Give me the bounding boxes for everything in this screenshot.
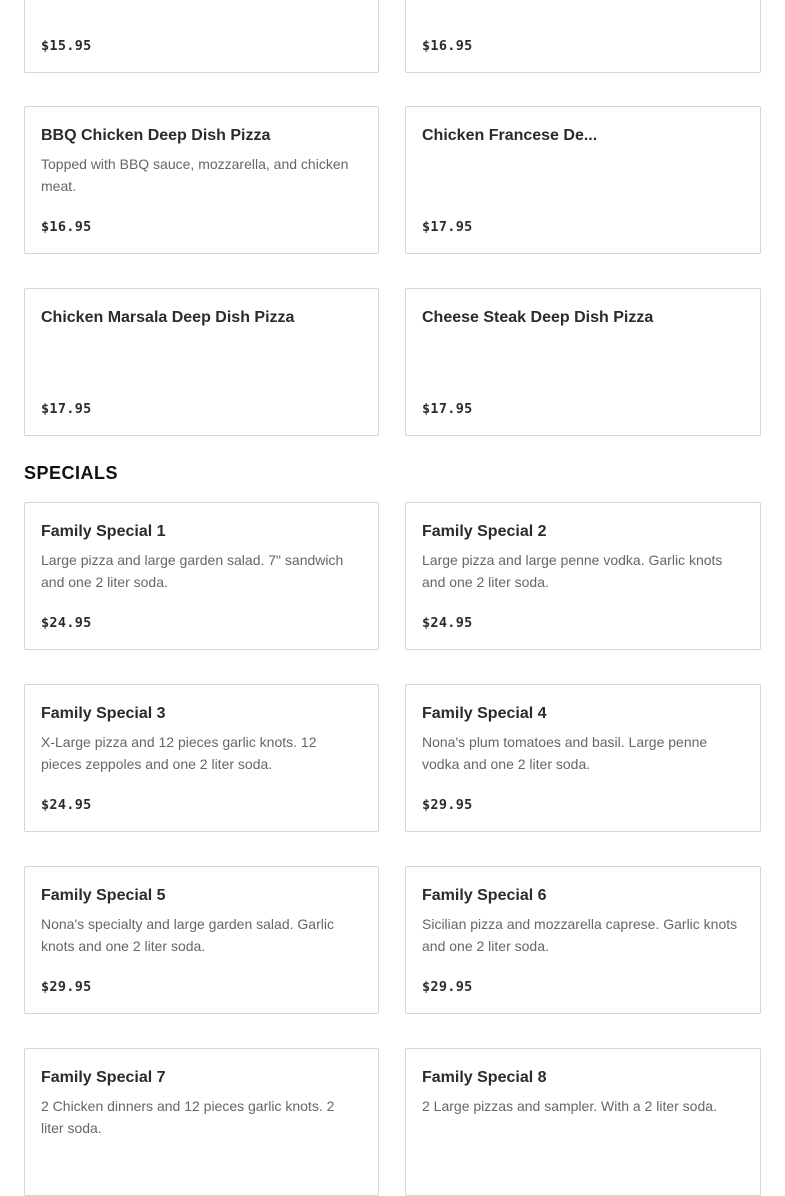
item-title: Chicken Francese De... — [422, 127, 598, 144]
menu-item-card[interactable] — [24, 684, 379, 832]
menu-item-card[interactable] — [405, 1048, 761, 1196]
item-description: Nona's specialty and large garden salad. Garlic knots and one 2 liter soda. — [41, 916, 334, 954]
item-price: $17.95 — [422, 219, 473, 235]
item-title: Family Special 2 — [422, 523, 547, 540]
item-price: $24.95 — [41, 615, 92, 631]
item-title: Cheese Steak Deep Dish Pizza — [422, 309, 654, 326]
item-description: 2 Chicken dinners and 12 pieces garlic knots. 2 liter soda. — [41, 1098, 335, 1136]
item-title: Family Special 5 — [41, 887, 166, 904]
item-description: Large pizza and large garden salad. 7" sandwich and one 2 liter soda. — [41, 552, 344, 590]
item-description: X-Large pizza and 12 pieces garlic knots. 12 pieces zeppoles and one 2 liter soda. — [41, 734, 317, 772]
item-description: 2 Large pizzas and sampler. With a 2 liter soda. — [422, 1098, 717, 1114]
item-title: Family Special 7 — [41, 1069, 166, 1086]
section-title-specials: SPECIALS — [24, 463, 119, 483]
menu-item-card[interactable] — [405, 0, 761, 73]
item-title: BBQ Chicken Deep Dish Pizza — [41, 127, 271, 144]
item-price: $17.95 — [422, 401, 473, 417]
item-price: $29.95 — [422, 797, 473, 813]
menu-item-card[interactable] — [405, 106, 761, 254]
item-price: $16.95 — [41, 219, 92, 235]
item-description: Nona's plum tomatoes and basil. Large penne vodka and one 2 liter soda. — [422, 734, 708, 772]
menu-item-card[interactable] — [24, 0, 379, 73]
item-title: Family Special 3 — [41, 705, 166, 722]
item-description: Topped with BBQ sauce, mozzarella, and chicken meat. — [41, 156, 349, 194]
item-price: $24.95 — [41, 797, 92, 813]
menu-item-card[interactable] — [405, 502, 761, 650]
item-title: Family Special 8 — [422, 1069, 547, 1086]
item-title: Family Special 4 — [422, 705, 547, 722]
menu-item-card[interactable] — [24, 106, 379, 254]
menu-item-card[interactable] — [405, 866, 761, 1014]
item-price: $15.95 — [41, 38, 92, 54]
item-title: Family Special 1 — [41, 523, 166, 540]
item-price: $24.95 — [422, 615, 473, 631]
menu-item-card[interactable] — [24, 1048, 379, 1196]
item-price: $17.95 — [41, 401, 92, 417]
menu-item-card[interactable] — [405, 684, 761, 832]
item-title: Family Special 6 — [422, 887, 547, 904]
menu-item-card[interactable] — [24, 866, 379, 1014]
menu-item-card[interactable] — [405, 288, 761, 436]
item-description: Sicilian pizza and mozzarella caprese. Garlic knots and one 2 liter soda. — [422, 916, 738, 954]
item-description: Large pizza and large penne vodka. Garlic knots and one 2 liter soda. — [422, 552, 723, 590]
item-price: $29.95 — [422, 979, 473, 995]
item-price: $29.95 — [41, 979, 92, 995]
menu-item-card[interactable] — [24, 288, 379, 436]
item-price: $16.95 — [422, 38, 473, 54]
item-title: Chicken Marsala Deep Dish Pizza — [41, 309, 295, 326]
menu-item-card[interactable] — [24, 502, 379, 650]
